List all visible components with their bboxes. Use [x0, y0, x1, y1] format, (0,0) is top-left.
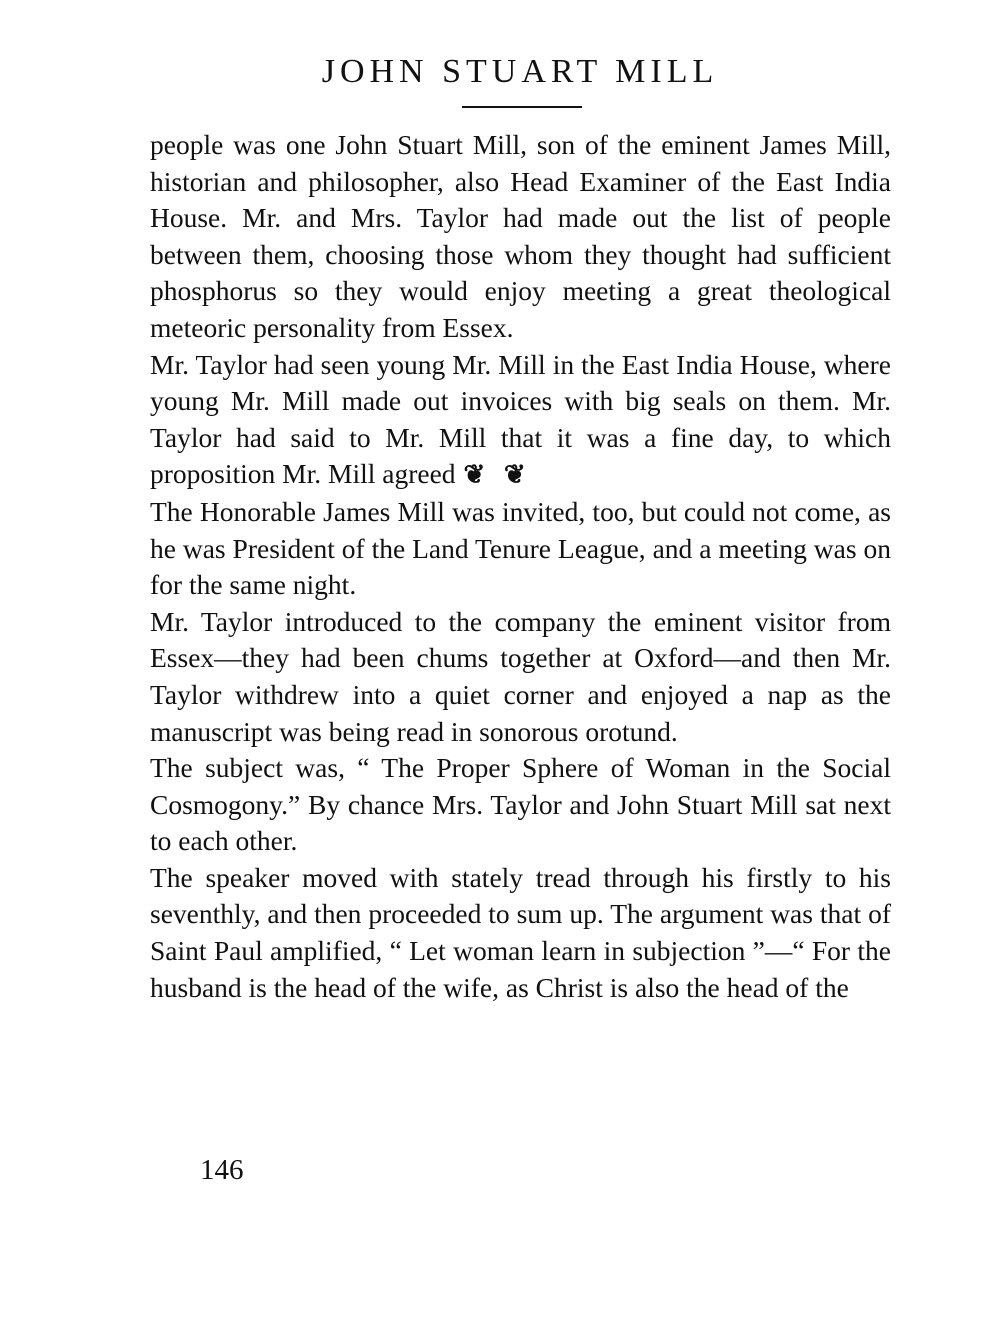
body-text: [150, 127, 891, 1006]
paragraph-text: Mr. Taylor had seen young Mr. Mill in the East India House, where young Mr. Mill made out invoices with big seals on them. Mr. Taylor had said to Mr. Mill that it was a fine day, to which proposition Mr. Mill agreed: [150, 348, 891, 490]
paragraph: The subject was, “ The Proper Sphere of Woman in the Social Cosmogony.” By chance Mrs. Taylor and John Stuart Mill sat next to each other.: [150, 752, 891, 857]
paragraph: The Honorable James Mill was invited, too, but could not come, as he was President of the Land Tenure League, and a meeting was on for the same night.: [150, 495, 891, 601]
paragraph: people was one John Stuart Mill, son of the eminent James Mill, historian and philosopher, also Head Examiner of the East India House. Mr. and Mrs. Taylor had made out the list of people between them, choosing those whom they thought had sufficient phosphorus so they would enjoy meeting a great theological meteoric personality from Essex.: [150, 129, 891, 343]
leaf-ornament-icon: ❦ ❦: [463, 460, 532, 490]
running-head: JOHN STUART MILL: [321, 53, 719, 90]
paragraph: Mr. Taylor introduced to the company the eminent visitor from Essex—they had been chums together at Oxford—and then Mr. Taylor withdrew into a quiet corner and enjoyed a nap as the manuscript was being read in sonorous orotund.: [150, 605, 891, 747]
header-rule: [462, 106, 582, 108]
page-number: 146: [200, 1154, 244, 1186]
paragraph: The speaker moved with stately tread through his firstly to his seventhly, and then proceeded to sum up. The argument was that of Saint Paul amplified, “ Let woman learn in subjection ”—“ For the husband is the head of the wife, as Christ is also the head of the: [150, 861, 891, 1003]
paragraph: [150, 347, 891, 494]
